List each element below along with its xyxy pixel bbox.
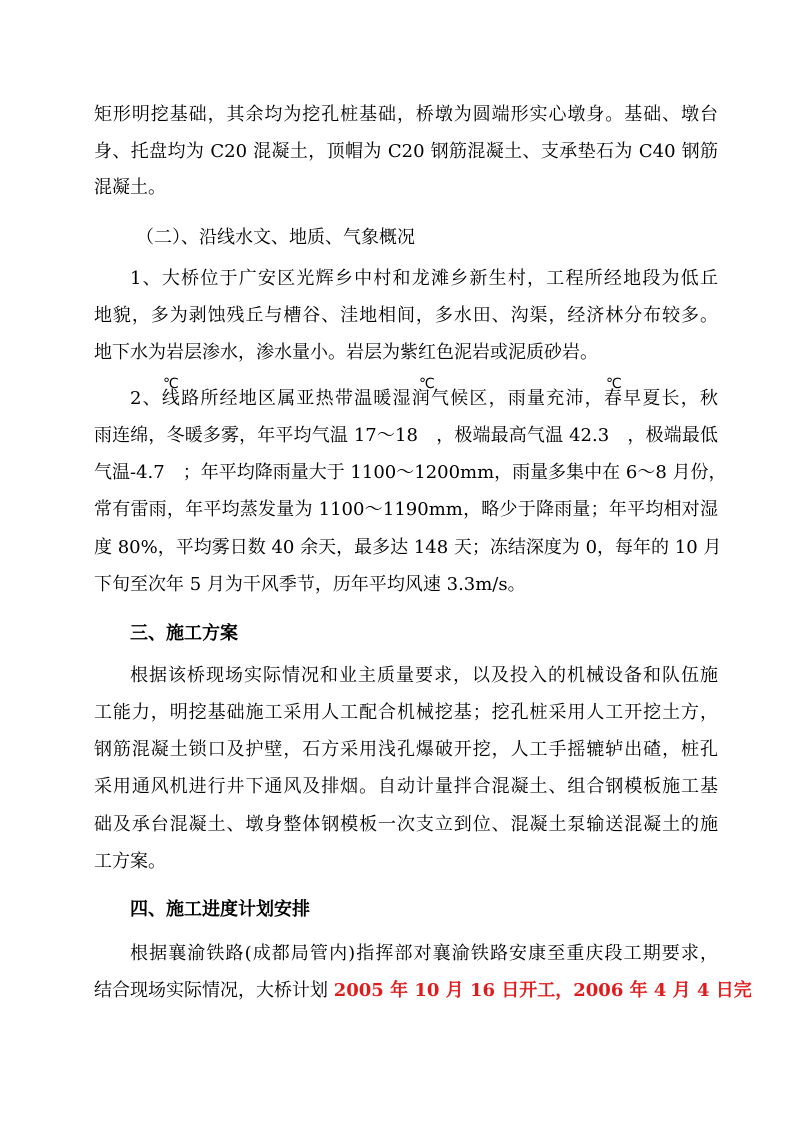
degree-symbol: ℃ — [163, 376, 179, 392]
paragraph-line: 下旬至次年 5 月为干风季节，历年平均风速 3.3m/s。 — [94, 574, 526, 595]
paragraph-line: 1、大桥位于广安区光辉乡中村和龙滩乡新生村，工程所经地段为低丘 — [130, 268, 718, 289]
paragraph-line — [94, 978, 752, 1004]
section-heading-construction-plan: 三、施工方案 — [130, 623, 238, 644]
highlighted-schedule-dates: 2005 年 10 月 16 日开工，2006 年 4 月 4 日完 — [333, 980, 752, 1001]
paragraph-line: 雨连绵，冬暖多雾，年平均气温 17～18 ，极端最高气温 42.3 ，极端最低 — [94, 425, 718, 446]
paragraph-text: 结合现场实际情况，大桥计划 — [94, 980, 334, 1001]
paragraph-line: 2、线路所经地区属亚热带温暖湿润气候区，雨量充沛，春早夏长，秋 — [130, 388, 718, 409]
degree-symbol: ℃ — [606, 376, 622, 392]
paragraph-line: 根据该桥现场实际情况和业主质量要求，以及投入的机械设备和队伍施 — [130, 665, 718, 686]
paragraph-line: 混凝土。 — [94, 177, 166, 198]
paragraph-line: 地貌，多为剥蚀残丘与槽谷、洼地相间，多水田、沟渠，经济林分布较多。 — [94, 305, 718, 326]
paragraph-line: 常有雷雨，年平均蒸发量为 1100～1190mm，略少于降雨量；年平均相对湿 — [94, 499, 718, 520]
degree-symbol: ℃ — [419, 376, 435, 392]
paragraph-line: 矩形明挖基础，其余均为挖孔桩基础，桥墩为圆端形实心墩身。基础、墩台 — [94, 104, 718, 125]
paragraph-line: 础及承台混凝土、墩身整体钢模板一次支立到位、混凝土泵输送混凝土的施 — [94, 814, 718, 835]
paragraph-line: 地下水为岩层渗水，渗水量小。岩层为紫红色泥岩或泥质砂岩。 — [94, 342, 598, 363]
section-heading-schedule: 四、施工进度计划安排 — [130, 899, 310, 920]
paragraph-line: 采用通风机进行井下通风及排烟。自动计量拌合混凝土、组合钢模板施工基 — [94, 776, 718, 797]
paragraph-line: 工能力，明挖基础施工采用人工配合机械挖基；挖孔桩采用人工开挖土方， — [94, 702, 718, 723]
paragraph-line: 工方案。 — [94, 851, 166, 872]
paragraph-line: 钢筋混凝土锁口及护壁，石方采用浅孔爆破开挖，人工手摇辘轳出碴，桩孔 — [94, 739, 718, 760]
paragraph-line: 气温-4.7 ；年平均降雨量大于 1100～1200mm，雨量多集中在 6～8 月份， — [94, 462, 727, 483]
paragraph-line: 根据襄渝铁路(成都局管内)指挥部对襄渝铁路安康至重庆段工期要求， — [130, 943, 718, 964]
paragraph-line: 度 80%，平均雾日数 40 余天，最多达 148 天；冻结深度为 0，每年的 10 月 — [94, 537, 722, 558]
section-subheading: （二）、沿线水文、地质、气象概况 — [136, 227, 415, 248]
paragraph-line: 身、托盘均为 C20 混凝土，顶帽为 C20 钢筋混凝土、支承垫石为 C40 钢筋 — [94, 141, 718, 162]
